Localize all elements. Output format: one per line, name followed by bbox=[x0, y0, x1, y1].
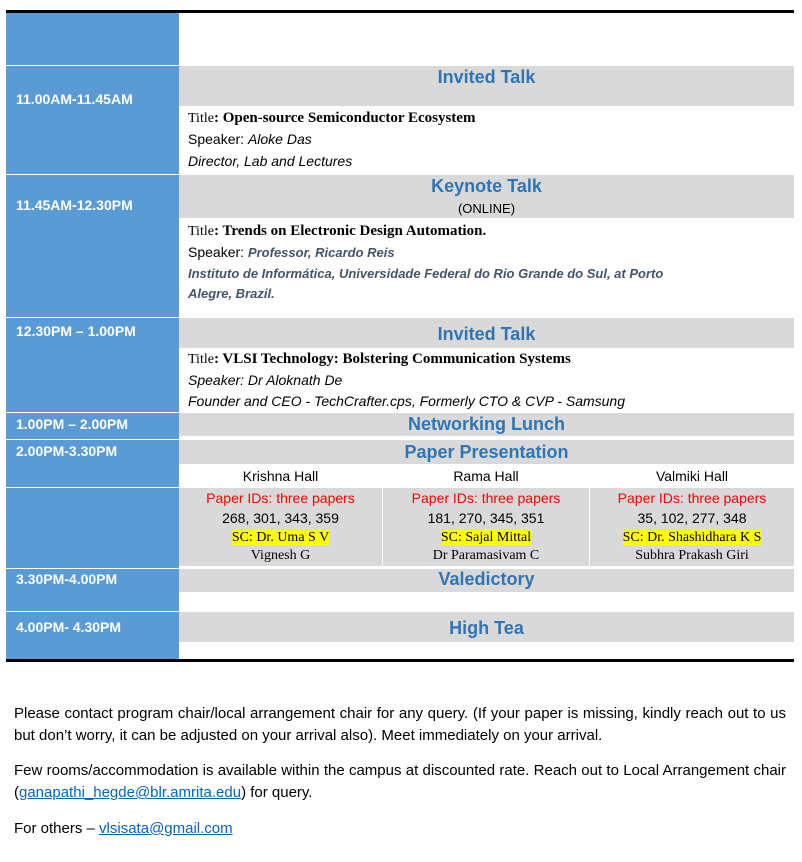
session-heading: Keynote Talk bbox=[431, 176, 542, 196]
speaker-role: Director, Lab and Lectures bbox=[188, 153, 353, 169]
talk-speaker: Speaker: Aloke Das bbox=[188, 131, 312, 147]
paper-ids: 181, 270, 345, 351 bbox=[427, 510, 545, 526]
schedule-table bbox=[6, 10, 794, 662]
session-chair: SC: Dr. Shashidhara K S bbox=[622, 530, 762, 545]
time-slot: 11.45AM-12.30PM bbox=[16, 197, 133, 213]
session-subheading: (ONLINE) bbox=[457, 201, 516, 216]
accommodation-note: Few rooms/accommodation is available within the campus at discounted rate. Reach out to Local Arrangement chair (ganapathi_hegde@blr.amrita.edu) for query. bbox=[14, 762, 786, 801]
hall-name: Valmiki Hall bbox=[655, 468, 729, 484]
session-chair: SC: Dr. Uma S V bbox=[231, 530, 330, 545]
contact-note: Please contact program chair/local arrangement chair for any query. (If your paper is missing, kindly reach out to us but don’t worry, it can be adjusted on your arrival also). Meet immediately on your arrival. bbox=[14, 705, 786, 744]
hall-name: Krishna Hall bbox=[242, 468, 319, 484]
coordinator: Dr Paramasivam C bbox=[432, 548, 540, 563]
row-divider bbox=[6, 487, 794, 488]
email-link[interactable]: vlsisata@gmail.com bbox=[99, 820, 233, 837]
row-divider bbox=[6, 317, 794, 318]
speaker-role: Founder and CEO - TechCrafter.cps, Formerly CTO & CVP - Samsung bbox=[188, 393, 626, 409]
speaker-affiliation: Alegre, Brazil. bbox=[188, 286, 275, 301]
talk-title: Title: Trends on Electronic Design Automation. bbox=[188, 223, 487, 239]
session-heading: Invited Talk bbox=[437, 67, 536, 87]
paper-ids: 35, 102, 277, 348 bbox=[637, 510, 747, 526]
talk-title: Title: Open-source Semiconductor Ecosystem bbox=[188, 110, 476, 126]
session-chair: SC: Sajal Mittal bbox=[440, 530, 532, 545]
time-slot: 1.00PM – 2.00PM bbox=[16, 416, 129, 432]
row-divider bbox=[6, 65, 794, 66]
row-divider bbox=[6, 412, 794, 413]
time-slot: 12.30PM – 1.00PM bbox=[16, 323, 136, 339]
session-heading: Valedictory bbox=[438, 569, 535, 589]
time-slot: 2.00PM-3.30PM bbox=[16, 443, 118, 459]
paper-ids-label: Paper IDs: three papers bbox=[206, 490, 355, 506]
time-slot: 4.00PM- 4.30PM bbox=[16, 619, 122, 635]
paper-ids-label: Paper IDs: three papers bbox=[617, 490, 767, 506]
time-slot: 11.00AM-11.45AM bbox=[16, 91, 133, 107]
session-heading: Networking Lunch bbox=[408, 414, 565, 434]
coordinator: Subhra Prakash Giri bbox=[635, 548, 749, 563]
session-heading: High Tea bbox=[449, 618, 524, 638]
speaker-affiliation: Instituto de Informática, Universidade Federal do Rio Grande do Sul, at Porto bbox=[188, 266, 664, 281]
time-slot: 3.30PM-4.00PM bbox=[16, 571, 118, 587]
row-divider bbox=[6, 611, 794, 612]
session-heading: Invited Talk bbox=[437, 324, 536, 344]
row-divider bbox=[6, 439, 794, 440]
hall-name: Rama Hall bbox=[453, 468, 519, 484]
coordinator: Vignesh G bbox=[250, 548, 311, 563]
email-link[interactable]: ganapathi_hegde@blr.amrita.edu bbox=[19, 784, 242, 801]
paper-ids-label: Paper IDs: three papers bbox=[411, 490, 561, 506]
row-divider bbox=[6, 174, 794, 175]
session-heading: Paper Presentation bbox=[404, 442, 569, 462]
talk-title: Title: VLSI Technology: Bolstering Communication Systems bbox=[188, 351, 571, 367]
talk-speaker: Speaker: Professor, Ricardo Reis bbox=[188, 244, 395, 260]
paper-ids: 268, 301, 343, 359 bbox=[222, 510, 339, 526]
others-note: For others – vlsisata@gmail.com bbox=[14, 820, 233, 837]
talk-speaker: Speaker: Dr Aloknath De bbox=[188, 372, 343, 388]
